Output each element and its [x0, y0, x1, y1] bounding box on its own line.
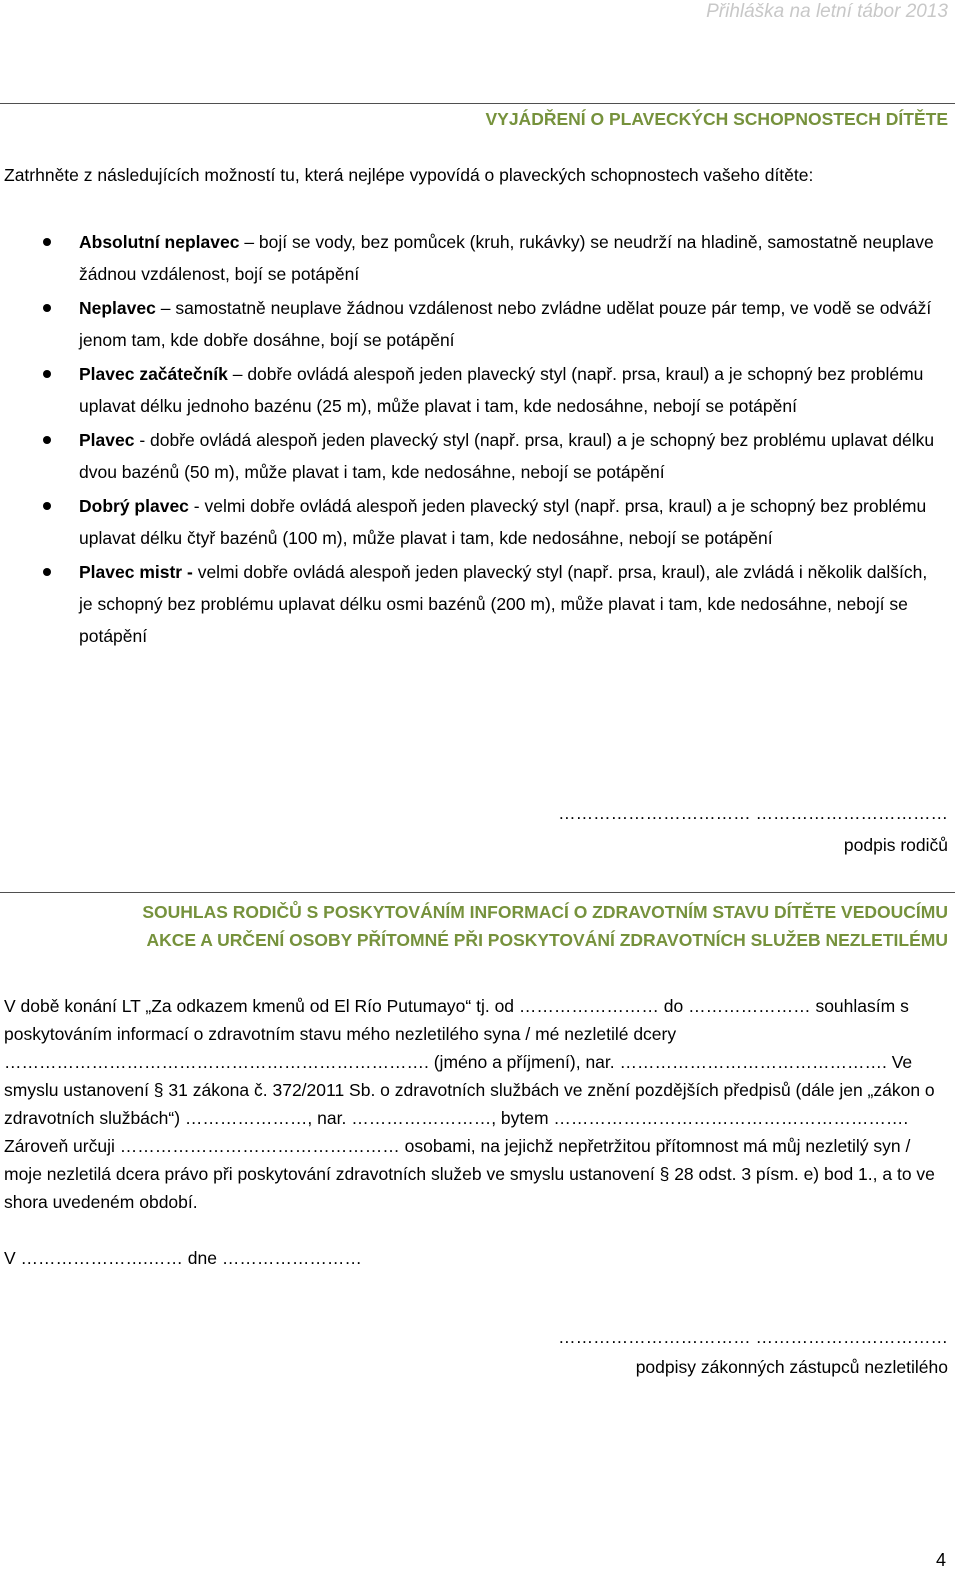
place-date-line: V ………………….…… dne …………………… [4, 1248, 362, 1268]
consent-paragraph: V době konání LT „Za odkazem kmenů od El Río Putumayo“ tj. od …………………… do ………………… souhlasím s poskytováním informací o zdravotním stavu mého nezletilého syna / mé nezletilé dcery ………………………………………………………………. (jméno a příjmení), nar. ………………………………………. Ve smyslu ustanovení § 31 zákona č. 372/2011 Sb. o zdravotních službách ve znění pozdějších předpisů (dále jen „zákon o zdravotních službách“) …………………, nar. ……………………, bytem ……………………………………………………. [4, 996, 935, 1128]
guardians-signature-line: …………………………… …………………………… [558, 1327, 948, 1347]
running-header: Přihláška na letní tábor 2013 [706, 1, 948, 22]
section2-top-rule [0, 892, 955, 893]
bullet-icon [43, 436, 51, 444]
consent-body [4, 992, 944, 1272]
bullet-icon [43, 304, 51, 312]
option-item[interactable]: Plavec - dobře ovládá alespoň jeden plavecký styl (např. prsa, kraul) a je schopný bez problému uplavat délku dvou bazénů (50 m), může plavat i tam, kde nedosáhne, nebojí se potápění [0, 424, 955, 488]
option-item[interactable]: Absolutní neplavec – bojí se vody, bez pomůcek (kruh, rukávky) se neudrží na hladině, samostatně neuplave žádnou vzdálenost, bojí se potápění [0, 226, 955, 290]
option-item[interactable]: Plavec začátečník – dobře ovládá alespoň jeden plavecký styl (např. prsa, kraul) a je schopný bez problému uplavat délku jednoho bazénu (25 m), může plavat i tam, kde nedosáhne, nebojí se potápění [0, 358, 955, 422]
parent-signature-line: …………………………… …………………………… [558, 803, 948, 823]
designation-paragraph: Zároveň určuji ………………………………………… osobami, na jejichž nepřetržitou přítomnost má můj nezletilý syn / moje nezletilá dcera právo při poskytování zdravotních služeb ve smyslu ustanovení § 28 odst. 3 písm. e) bod 1., a to ve shora uvedeném období. [4, 1136, 935, 1212]
bullet-icon [43, 370, 51, 378]
bullet-icon [43, 238, 51, 246]
option-item[interactable]: Plavec mistr - velmi dobře ovládá alespoň jeden plavecký styl (např. prsa, kraul), ale zvládá i několik dalších, je schopný bez problému uplavat délku osmi bazénů (200 m), může plavat i tam, kde nedosáhne, nebojí se potápění [0, 556, 955, 652]
page-number: 4 [935, 1550, 946, 1570]
bullet-icon [43, 502, 51, 510]
bullet-icon [43, 568, 51, 576]
swimming-options-list [0, 226, 955, 654]
option-item[interactable]: Dobrý plavec - velmi dobře ovládá alespoň jeden plavecký styl (např. prsa, kraul) a je schopný bez problému uplavat délku čtyř bazénů (100 m), může plavat i tam, kde nedosáhne, nebojí se potápění [0, 490, 955, 554]
section2-heading-line1: SOUHLAS RODIČŮ S POSKYTOVÁNÍM INFORMACÍ O ZDRAVOTNÍM STAVU DÍTĚTE VEDOUCÍMU [142, 902, 948, 922]
option-item[interactable]: Neplavec – samostatně neuplave žádnou vzdálenost nebo zvládne udělat pouze pár temp, ve vodě se odváží jenom tam, kde dobře dosáhne, bojí se potápění [0, 292, 955, 356]
section1-top-rule [0, 103, 955, 104]
section2-heading-line2: AKCE A URČENÍ OSOBY PŘÍTOMNÉ PŘI POSKYTOVÁNÍ ZDRAVOTNÍCH SLUŽEB NEZLETILÉMU [146, 930, 948, 950]
guardians-signature-label: podpisy zákonných zástupců nezletilého [635, 1357, 948, 1377]
parent-signature-label: podpis rodičů [843, 835, 948, 855]
section1-heading: VYJÁDŘENÍ O PLAVECKÝCH SCHOPNOSTECH DÍTĚTE [485, 109, 948, 129]
spacer [4, 1216, 944, 1244]
section1-intro: Zatrhněte z následujících možností tu, která nejlépe vypovídá o plaveckých schopnostech vašeho dítěte: [4, 165, 814, 185]
